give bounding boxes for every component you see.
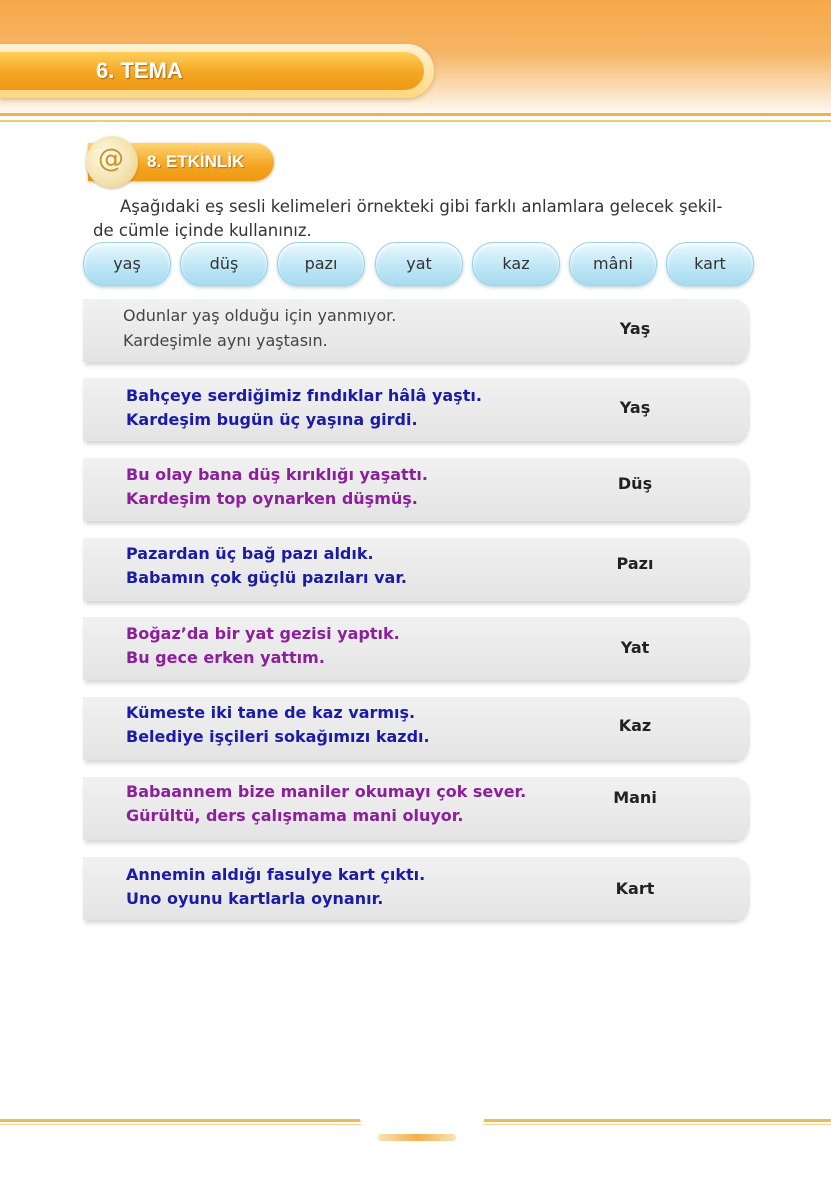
sentence-1: Odunlar yaş olduğu için yanmıyor. <box>123 306 397 325</box>
header-divider <box>0 113 831 116</box>
sentence-2: Kardeşim bugün üç yaşına girdi. <box>126 410 418 429</box>
sentence-2: Kardeşimle aynı yaştasın. <box>123 331 328 350</box>
theme-title: 6. TEMA <box>96 58 183 83</box>
snail-icon: @ <box>86 136 138 188</box>
word-chip: kart <box>666 242 754 286</box>
word-chip: yaş <box>83 242 171 286</box>
instruction-line-1: Aşağıdaki eş sesli kelimeleri örnekteki gibi farklı anlamlara gelecek şekil- <box>120 197 723 216</box>
sentence-1: Babaannem bize maniler okumayı çok sever. <box>126 782 527 801</box>
sentence-2: Belediye işçileri sokağımızı kazdı. <box>126 727 430 746</box>
sentence-1: Bu olay bana düş kırıklığı yaşattı. <box>126 465 428 484</box>
answer-label: Pazı <box>616 554 654 573</box>
sentence-2: Kardeşim top oynarken düşmüş. <box>126 489 418 508</box>
word-chip: yat <box>375 242 463 286</box>
sentence-1: Annemin aldığı fasulye kart çıktı. <box>126 865 426 884</box>
theme-badge-inner <box>0 52 424 90</box>
answer-label: Kaz <box>618 716 652 735</box>
sentence-2: Babamın çok güçlü pazıları var. <box>126 568 408 587</box>
sentence-2: Bu gece erken yattım. <box>126 648 325 667</box>
answer-label: Kart <box>615 879 655 898</box>
word-chip: düş <box>180 242 268 286</box>
activity-title: 8. ETKİNLİK <box>147 152 245 171</box>
answer-label: Yaş <box>619 319 651 338</box>
word-chip: mâni <box>569 242 657 286</box>
instruction-text <box>93 195 753 243</box>
header-divider-thin <box>0 120 831 122</box>
answer-label: Yat <box>620 638 650 657</box>
page-marker <box>378 1134 456 1141</box>
sentence-1: Kümeste iki tane de kaz varmış. <box>126 703 416 722</box>
sentence-2: Gürültü, ders çalışmama mani oluyor. <box>126 806 464 825</box>
answer-label: Yaş <box>619 398 651 417</box>
sentence-1: Boğaz’da bir yat gezisi yaptık. <box>126 624 400 643</box>
sentence-1: Pazardan üç bağ pazı aldık. <box>126 544 374 563</box>
sentence-2: Uno oyunu kartlarla oynanır. <box>126 889 384 908</box>
answer-label: Mani <box>613 788 657 807</box>
sentence-1: Bahçeye serdiğimiz fındıklar hâlâ yaştı. <box>126 386 482 405</box>
word-chip: pazı <box>277 242 365 286</box>
answer-label: Düş <box>617 474 653 493</box>
instruction-line-2: de cümle içinde kullanınız. <box>93 221 312 240</box>
word-chip: kaz <box>472 242 560 286</box>
